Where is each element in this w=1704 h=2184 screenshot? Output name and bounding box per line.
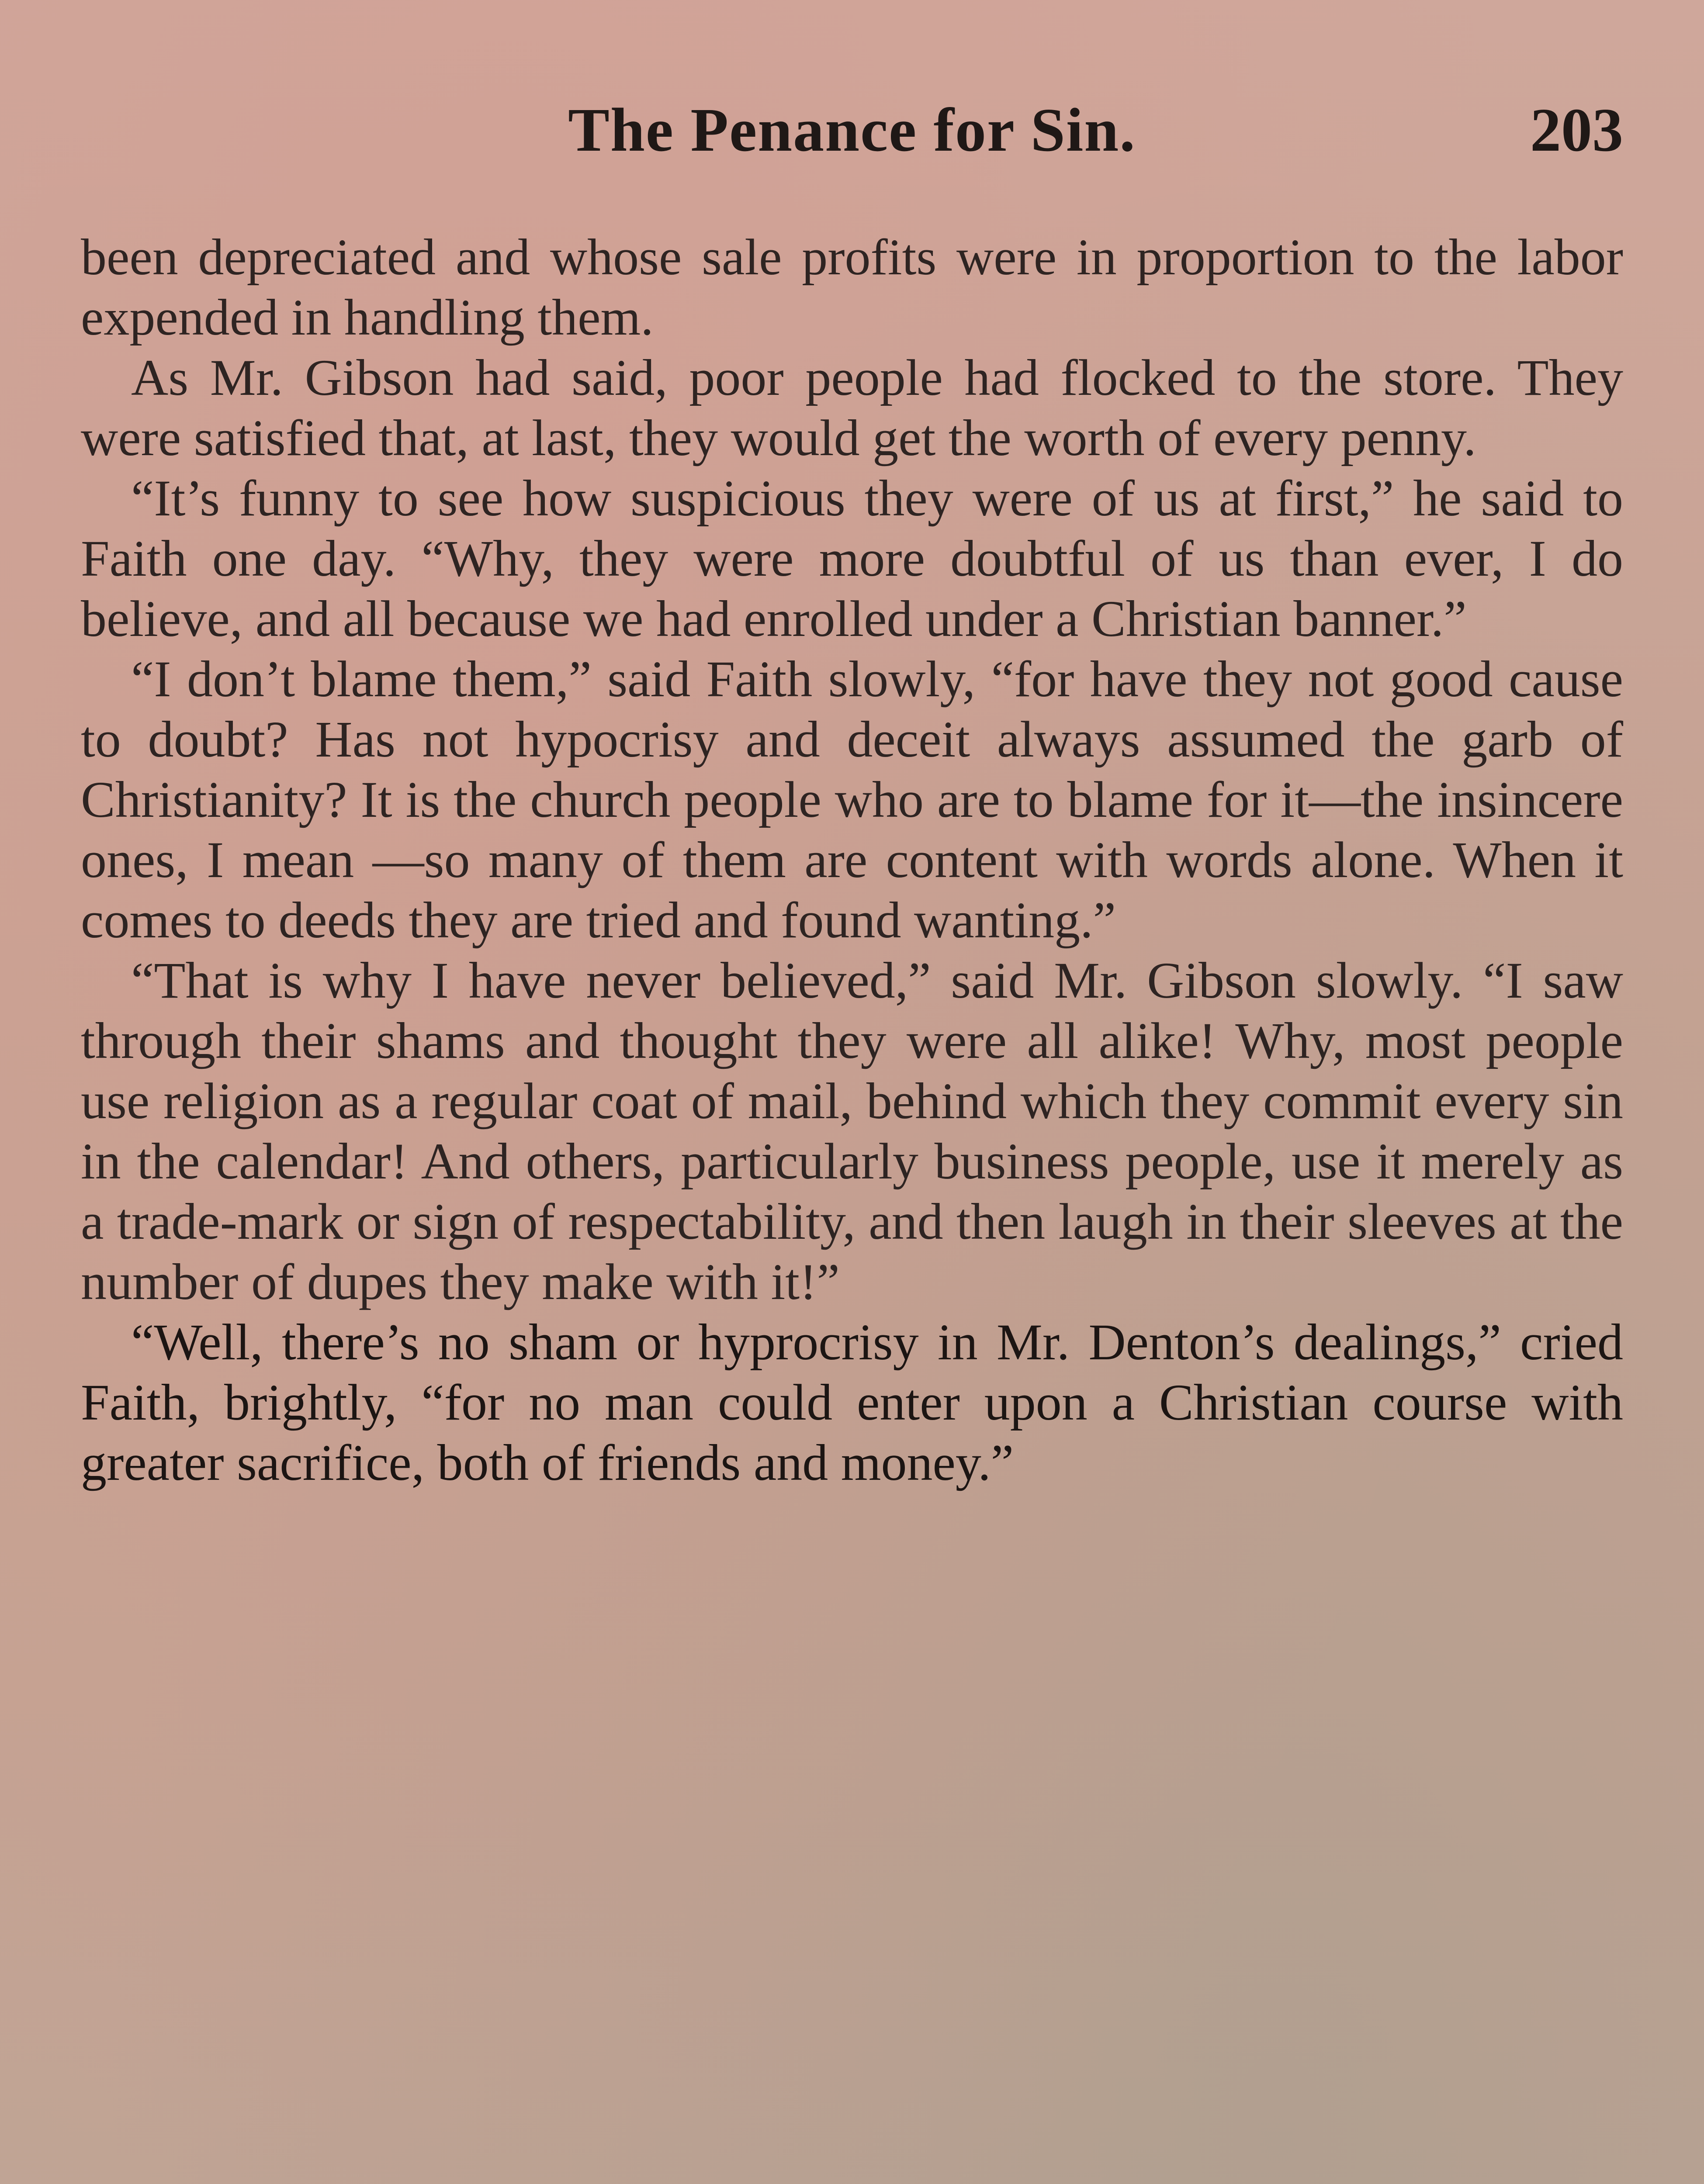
paragraph: “That is why I have never believed,” said Mr. Gibson slowly. “I saw through their shams and thought they were all alike! Why, most people use religion as a regular coat of mail, behind which they commit every sin in the calendar! And others, particularly business people, use it merely as a trade-mark or sign of respectability, and then laugh in their sleeves at the number of dupes they make with it!” [81,952,1623,1310]
running-title: The Penance for Sin. [568,95,1136,164]
paragraph: “It’s funny to see how suspicious they were of us at first,” he said to Faith one day. “Why, they were more doubtful of us than ever, I do believe, and all because we had enrolled under a Christian banner.” [81,470,1623,647]
running-head [81,94,1623,186]
paragraph: “I don’t blame them,” said Faith slowly, “for have they not good cause to doubt? Has not hypocrisy and deceit always assumed the garb of Christianity? It is the church people who are to blame for it—the insincere ones, I mean —so many of them are content with words alone. When it comes to deeds they are tried and found wanting.” [81,650,1623,949]
paragraph: As Mr. Gibson had said, poor people had flocked to the store. They were satisfied that, at last, they would get the worth of every penny. [81,349,1623,467]
paragraph: “Well, there’s no sham or hyprocrisy in Mr. Denton’s dealings,” cried Faith, brightly, “for no man could enter upon a Christian course with greater sacrifice, both of friends and money.” [81,1313,1623,1491]
paragraph: been depreciated and whose sale profits were in proportion to the labor expended in handling them. [81,228,1623,346]
body-text [81,227,1623,1493]
page-number: 203 [1530,95,1623,164]
